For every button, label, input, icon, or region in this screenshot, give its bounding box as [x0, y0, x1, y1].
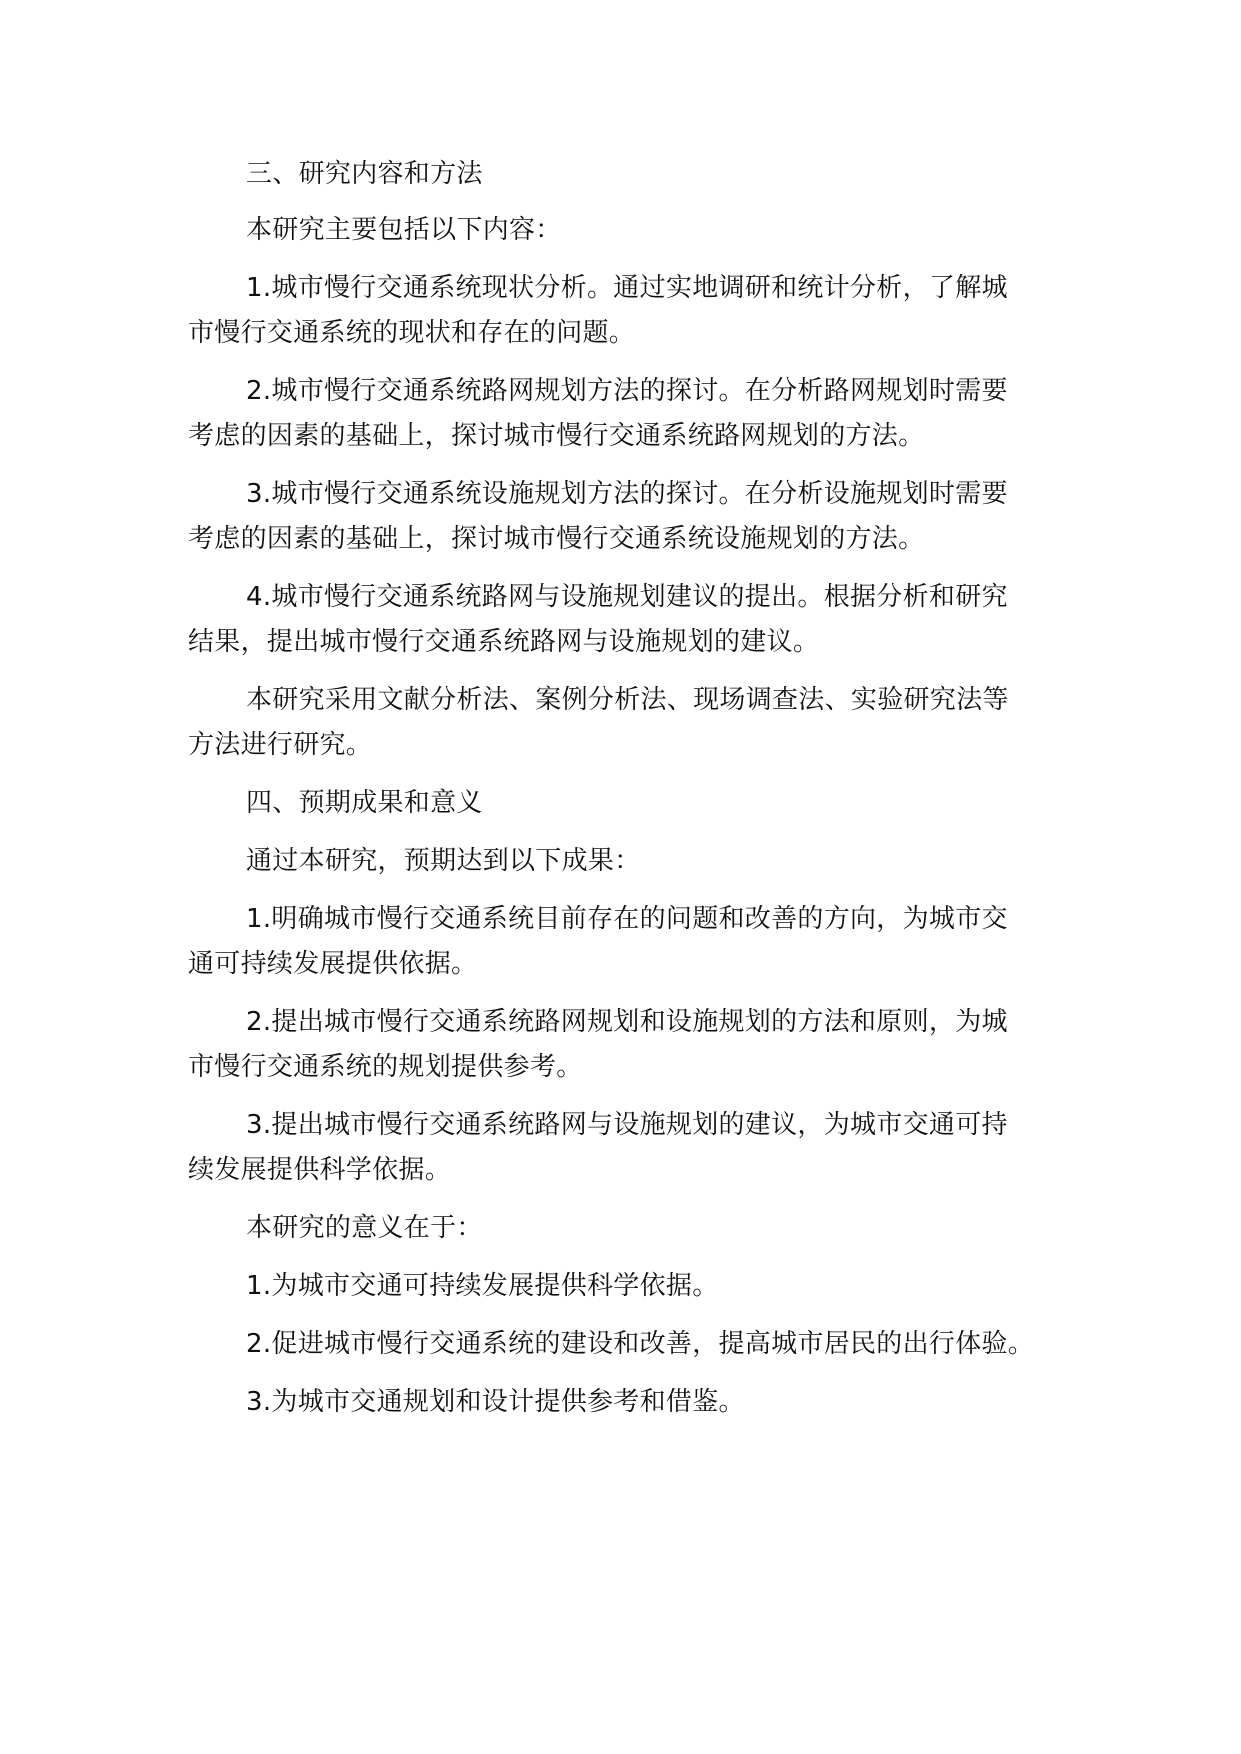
significance-item-2: 2.促进城市慢行交通系统的建设和改善，提高城市居民的出行体验。 [246, 1329, 1035, 1359]
section3-item2-line1: 2.城市慢行交通系统路网规划方法的探讨。在分析路网规划时需要 [246, 376, 1008, 406]
section4-item3-line2: 续发展提供科学依据。 [188, 1155, 452, 1185]
section4-item1-line2: 通可持续发展提供依据。 [188, 949, 478, 979]
significance-item-1: 1.为城市交通可持续发展提供科学依据。 [246, 1271, 719, 1301]
section3-item2-line2: 考虑的因素的基础上，探讨城市慢行交通系统路网规划的方法。 [188, 421, 925, 451]
section3-methods-line2: 方法进行研究。 [188, 730, 373, 760]
significance-intro: 本研究的意义在于： [246, 1213, 483, 1243]
section3-item3-line1: 3.城市慢行交通系统设施规划方法的探讨。在分析设施规划时需要 [246, 479, 1008, 509]
section3-item4-line2: 结果，提出城市慢行交通系统路网与设施规划的建议。 [188, 627, 820, 657]
section3-intro: 本研究主要包括以下内容： [246, 215, 562, 245]
section4-item2-line2: 市慢行交通系统的规划提供参考。 [188, 1052, 583, 1082]
section4-item3-line1: 3.提出城市慢行交通系统路网与设施规划的建议，为城市交通可持 [246, 1110, 1008, 1140]
section4-intro: 通过本研究，预期达到以下成果： [246, 846, 641, 876]
section3-item1-line2: 市慢行交通系统的现状和存在的问题。 [188, 318, 636, 348]
significance-item-3: 3.为城市交通规划和设计提供参考和借鉴。 [246, 1387, 745, 1417]
section4-heading: 四、预期成果和意义 [246, 788, 483, 818]
section3-methods-line1: 本研究采用文献分析法、案例分析法、现场调查法、实验研究法等 [246, 685, 1009, 715]
section4-item1-line1: 1.明确城市慢行交通系统目前存在的问题和改善的方向，为城市交 [246, 904, 1008, 934]
section3-heading: 三、研究内容和方法 [246, 159, 483, 189]
section4-item2-line1: 2.提出城市慢行交通系统路网规划和设施规划的方法和原则，为城 [246, 1007, 1008, 1037]
section3-item4-line1: 4.城市慢行交通系统路网与设施规划建议的提出。根据分析和研究 [246, 582, 1008, 612]
section3-item1-line1: 1.城市慢行交通系统现状分析。通过实地调研和统计分析，了解城 [246, 273, 1008, 303]
section3-item3-line2: 考虑的因素的基础上，探讨城市慢行交通系统设施规划的方法。 [188, 524, 925, 554]
